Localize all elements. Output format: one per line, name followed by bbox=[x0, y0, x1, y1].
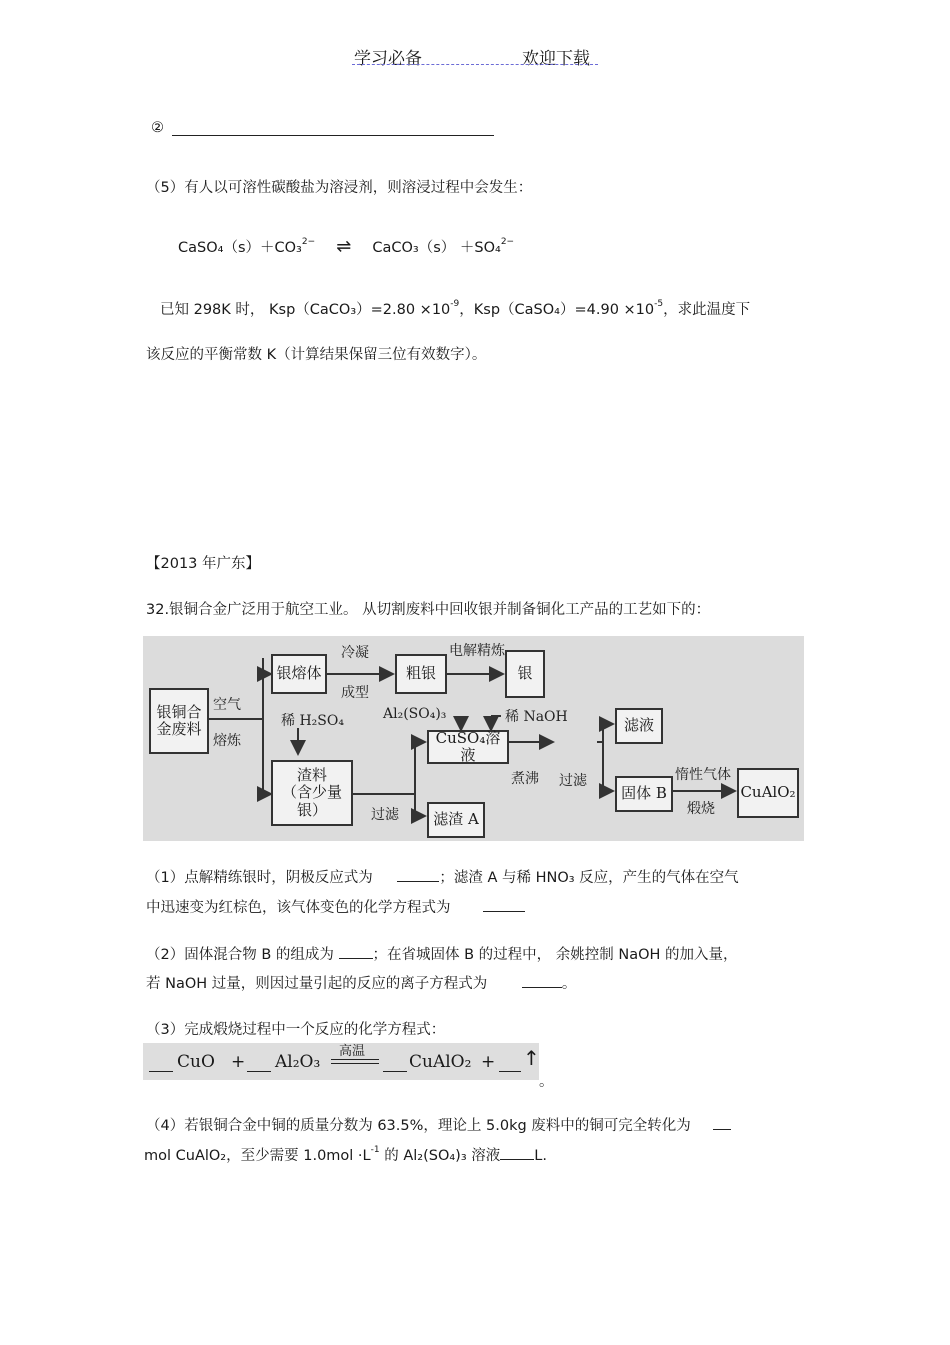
header-left: 学习必备 bbox=[354, 49, 422, 69]
q32-p4-exp: -1 bbox=[370, 1145, 380, 1155]
formula-cualo2: CuAlO₂ bbox=[409, 1052, 472, 1072]
label-smelt: 熔炼 bbox=[213, 733, 241, 749]
box-silver-melt: 银熔体 bbox=[271, 654, 327, 694]
q5-known-1: 已知 298K 时， Ksp（CaCO₃）=2.80 ×10 bbox=[160, 302, 451, 318]
answer-blank-gas-equation bbox=[483, 897, 525, 912]
q32-p2-a: （2）固体混合物 B 的组成为 bbox=[146, 947, 334, 963]
answer-blank-ion-equation bbox=[522, 973, 562, 988]
coef-blank-al2o3 bbox=[247, 1071, 271, 1072]
process-flowchart bbox=[143, 636, 804, 841]
q32-p1-a: （1）点解精练银时，阴极反应式为 bbox=[146, 870, 373, 886]
q5-known bbox=[160, 298, 750, 319]
q32-part1-line1 bbox=[146, 866, 739, 887]
gas-up-arrow-icon: ↑ bbox=[523, 1046, 540, 1070]
plus-sign-2: + bbox=[481, 1052, 496, 1072]
label-boil: 煮沸 bbox=[511, 771, 539, 787]
label-dilute-h2so4: 稀 H₂SO₄ bbox=[281, 713, 344, 729]
equals-bar-top bbox=[331, 1059, 379, 1060]
section-tag: 【2013 年广东】 bbox=[146, 556, 261, 572]
label-filter-2: 过滤 bbox=[559, 773, 587, 789]
q32-part2-line2 bbox=[146, 972, 576, 993]
calcination-equation bbox=[143, 1043, 539, 1080]
formula-al2o3: Al₂O₃ bbox=[275, 1052, 321, 1072]
q5-known-exp1: -9 bbox=[450, 299, 460, 309]
q32-p1-c: 中迅速变为红棕色，该气体变色的化学方程式为 bbox=[146, 900, 451, 916]
label-inert-gas: 惰性气体 bbox=[675, 767, 731, 783]
coef-blank-cuo bbox=[149, 1071, 173, 1072]
q5-eq-left: CaSO₄（s）＋CO₃ bbox=[178, 240, 302, 256]
box-filtrate: 滤液 bbox=[615, 708, 663, 744]
q32-p4-end: L. bbox=[534, 1148, 547, 1164]
box-product-cualo2: CuAlO₂ bbox=[737, 768, 799, 818]
plus-sign-1: + bbox=[231, 1052, 246, 1072]
label-condense: 冷凝 bbox=[341, 645, 369, 661]
coef-blank-gas bbox=[499, 1071, 521, 1072]
q32-stem: 32.银铜合金广泛用于航空工业。 从切割废料中回收银并制备铜化工产品的工艺如下的： bbox=[146, 602, 711, 618]
label-filter-1: 过滤 bbox=[371, 807, 399, 823]
box-crude-silver: 粗银 bbox=[395, 654, 447, 694]
box-slag: 渣料 （含少量银） bbox=[271, 760, 353, 826]
q5-intro: （5）有人以可溶性碳酸盐为溶浸剂，则溶浸过程中会发生： bbox=[146, 180, 533, 196]
q5-equation bbox=[178, 236, 514, 257]
q32-p2-b: ；在省城固体 B 的过程中， 余姚控制 NaOH 的加入量， bbox=[372, 947, 738, 963]
condition-high-temp: 高温 bbox=[339, 1044, 366, 1059]
q32-part1-line2 bbox=[146, 896, 525, 917]
q32-p4-a: （4）若银铜合金中铜的质量分数为 63.5%，理论上 5.0kg 废料中的铜可完全转化为 bbox=[146, 1118, 691, 1134]
answer-blank-solid-b bbox=[339, 944, 373, 959]
label-shape: 成型 bbox=[341, 685, 369, 701]
q5-known-line2: 该反应的平衡常数 K（计算结果保留三位有效数字）。 bbox=[146, 347, 487, 363]
q32-p4-b: mol CuAlO₂，至少需要 1.0mol ·L bbox=[144, 1148, 371, 1164]
label-air: 空气 bbox=[213, 697, 241, 713]
box-alloy-scrap: 银铜合 金废料 bbox=[149, 688, 209, 754]
equals-bar-bottom bbox=[331, 1063, 379, 1064]
q32-part4-line1 bbox=[146, 1114, 731, 1135]
header-divider bbox=[352, 64, 598, 65]
q32-p4-c: 的 Al₂(SO₄)₃ 溶液 bbox=[384, 1148, 501, 1164]
answer-line-item-2 bbox=[172, 135, 494, 136]
q32-part3-end: 。 bbox=[539, 1074, 554, 1090]
header-right: 欢迎下载 bbox=[522, 49, 590, 69]
box-silver: 银 bbox=[505, 650, 545, 698]
formula-cuo: CuO bbox=[177, 1052, 215, 1072]
q32-part2-line1 bbox=[146, 943, 738, 964]
item-2-label: ② bbox=[151, 120, 164, 136]
label-calcine: 煅烧 bbox=[687, 801, 715, 817]
q32-part3: （3）完成煅烧过程中一个反应的化学方程式： bbox=[146, 1022, 446, 1038]
coef-blank-cualo2 bbox=[383, 1071, 407, 1072]
q32-part4-line2 bbox=[144, 1144, 547, 1165]
q32-p2-c: 若 NaOH 过量，则因过量引起的反应的离子方程式为 bbox=[146, 976, 488, 992]
box-solid-b: 固体 B bbox=[615, 776, 673, 812]
q5-known-2: ，Ksp（CaSO₄）=4.90 ×10 bbox=[459, 302, 655, 318]
label-electrorefine: 电解精炼 bbox=[449, 643, 505, 659]
box-cuso4-solution: CuSO₄溶液 bbox=[427, 730, 509, 764]
answer-blank-cathode bbox=[397, 867, 439, 882]
answer-blank-volume bbox=[500, 1145, 534, 1160]
q32-p1-b: ；滤渣 A 与稀 HNO₃ 反应，产生的气体在空气 bbox=[439, 870, 739, 886]
label-dilute-naoh: 稀 NaOH bbox=[505, 709, 568, 725]
q32-p2-end: 。 bbox=[561, 976, 577, 992]
q5-eq-left-charge: 2− bbox=[301, 237, 316, 247]
q5-eq-right-charge: 2− bbox=[500, 237, 515, 247]
q5-known-3: ，求此温度下 bbox=[663, 302, 751, 318]
box-residue-a: 滤渣 A bbox=[427, 802, 485, 838]
equilibrium-arrow-icon: ⇌ bbox=[336, 236, 352, 257]
label-al2so43: Al₂(SO₄)₃ bbox=[383, 706, 447, 722]
answer-blank-mol bbox=[713, 1115, 731, 1130]
q5-known-exp2: -5 bbox=[654, 299, 664, 309]
q5-eq-right: CaCO₃（s） ＋SO₄ bbox=[372, 240, 501, 256]
